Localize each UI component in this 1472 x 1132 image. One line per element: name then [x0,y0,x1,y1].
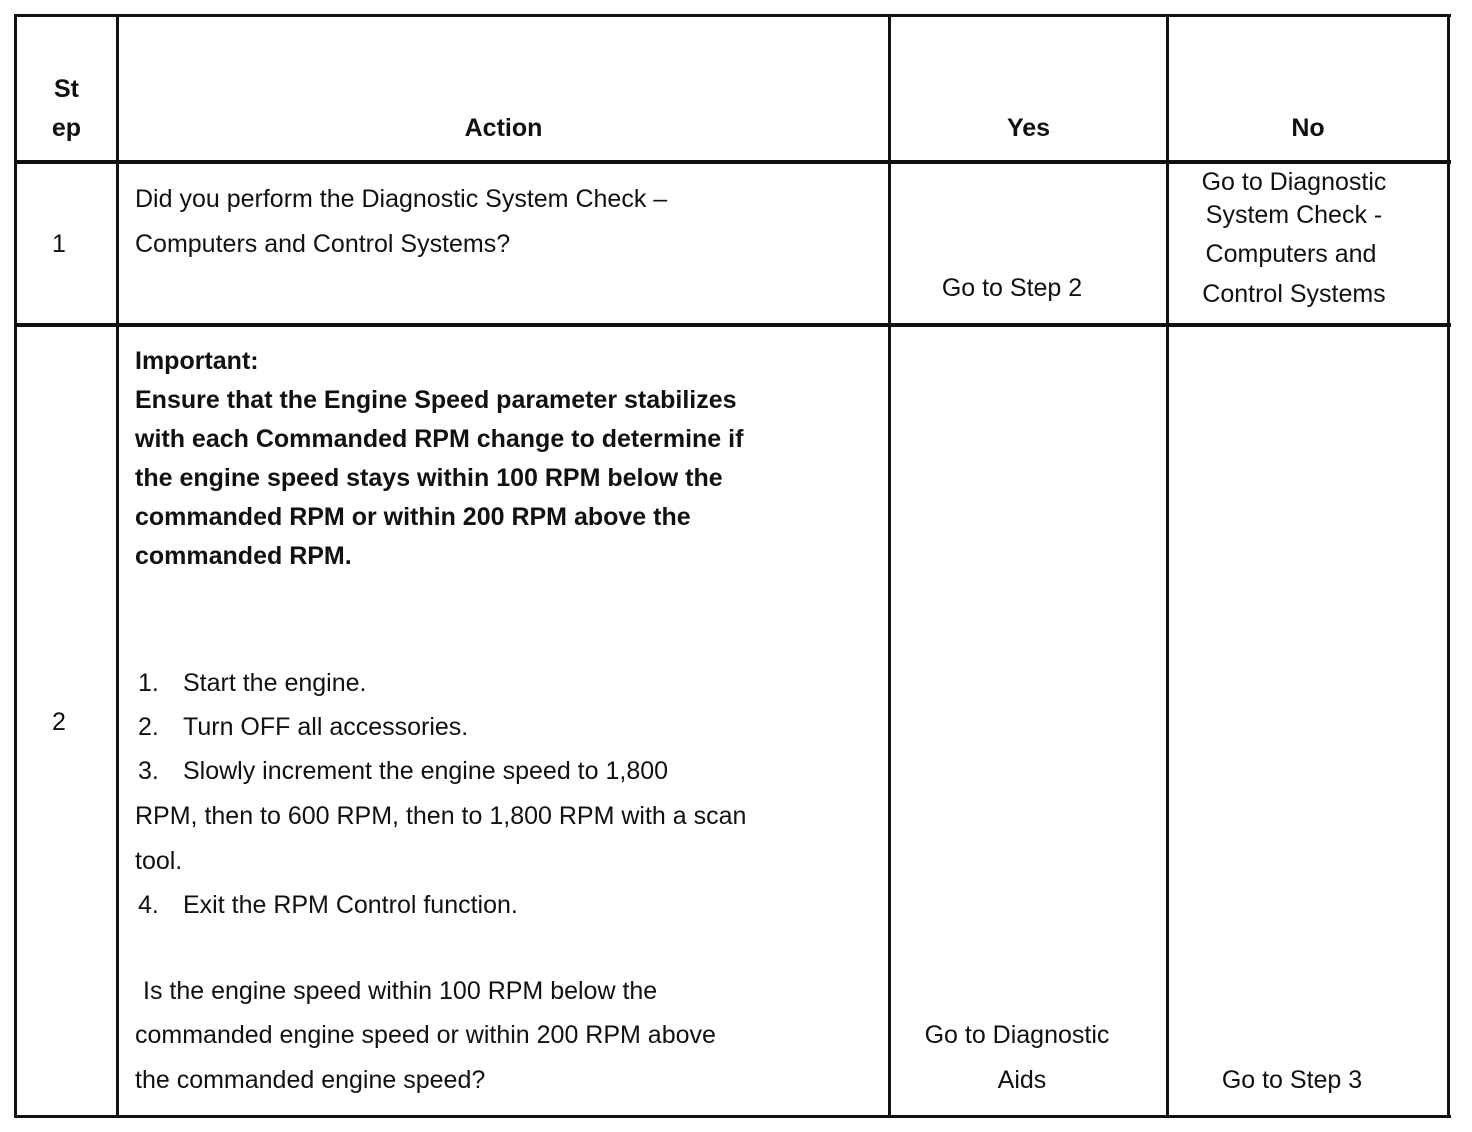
header-yes: Yes [1006,114,1051,142]
question-line1: Is the engine speed within 100 RPM below the [143,977,658,1005]
important-line3: the engine speed stays within 100 RPM below the [135,464,723,492]
question-line3: the commanded engine speed? [135,1066,486,1094]
procedure-step4-text: Exit the RPM Control function. [183,891,518,919]
important-line2: with each Commanded RPM change to determine if [135,425,744,453]
procedure-step2-text: Turn OFF all accessories. [183,713,469,741]
important-line1: Ensure that the Engine Speed parameter stabilizes [135,386,737,414]
row1-action-line1: Did you perform the Diagnostic System Check – [135,185,668,213]
header-step-line2: ep [51,114,82,142]
question-line2: commanded engine speed or within 200 RPM above [135,1021,716,1049]
procedure-step1-text: Start the engine. [183,669,367,697]
important-line4: commanded RPM or within 200 RPM above the [135,503,691,531]
header-no: No [1291,114,1325,142]
important-label: Important: [135,347,259,375]
row2-no-result: Go to Step 3 [1221,1066,1363,1094]
row1-action-line2: Computers and Control Systems? [135,230,511,258]
header-divider [14,160,1451,164]
procedure-step3-number: 3. [138,757,159,785]
header-action: Action [464,114,543,142]
important-line5: commanded RPM. [135,542,352,570]
row1-no-line1: Go to Diagnostic [1201,168,1387,196]
row2-yes-line1: Go to Diagnostic [924,1021,1110,1049]
row1-no-line2: System Check - [1205,201,1383,229]
column-divider-step [116,14,119,1118]
procedure-step3-continuation-line1: RPM, then to 600 RPM, then to 1,800 RPM with a scan [135,802,747,830]
procedure-step2-number: 2. [138,713,159,741]
procedure-step3-text: Slowly increment the engine speed to 1,800 [183,757,669,785]
row2-step-number: 2 [52,708,66,736]
column-divider-action [888,14,891,1118]
table-border-left [14,14,17,1118]
procedure-step1-number: 1. [138,669,159,697]
procedure-step4-number: 4. [138,891,159,919]
row2-yes-line2: Aids [997,1066,1047,1094]
row1-no-line4: Control Systems [1202,280,1386,308]
table-border-bottom [14,1115,1451,1118]
row1-no-line3: Computers and [1205,240,1377,268]
table-border-right [1447,14,1450,1118]
row1-step-number: 1 [52,230,66,258]
procedure-step3-continuation-line2: tool. [135,847,183,875]
row-divider [14,323,1451,327]
row1-yes-result: Go to Step 2 [941,274,1083,302]
table-border-top [14,14,1451,17]
header-step-line1: St [54,75,79,103]
